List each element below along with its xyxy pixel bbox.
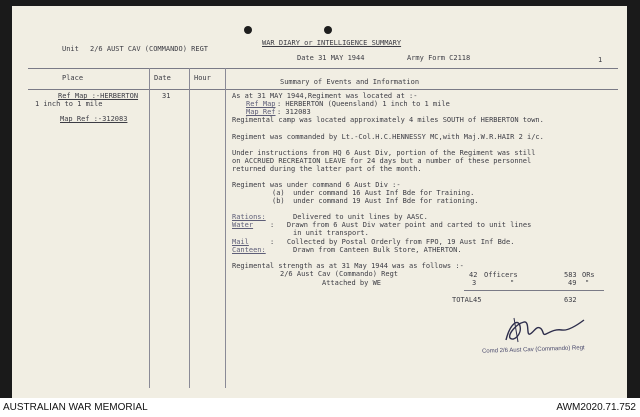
col-date: Date	[154, 74, 171, 82]
location-line: As at 31 MAY 1944,Regiment was located at :-	[232, 92, 418, 100]
place-column-divider	[149, 68, 150, 388]
total-officers: 45	[473, 296, 482, 304]
ditto-mark-officers: "	[510, 279, 515, 287]
punch-hole-right	[324, 26, 332, 34]
under-command-line: Regiment was under command 6 Aust Div :-	[232, 181, 401, 189]
col-summary: Summary of Events and Information	[280, 78, 420, 86]
map-ref-text: : 312083	[277, 108, 311, 116]
date-column-divider	[189, 68, 190, 388]
map-ref-label: Map Ref	[246, 108, 276, 116]
page-mark: 1	[598, 56, 603, 64]
canteen-text: Drawn from Canteen Bulk Store, ATHERTON.	[293, 246, 462, 254]
war-diary-page	[12, 6, 627, 398]
command-line: Regiment was commanded by Lt.-Col.H.C.HENNESSY MC,with Maj.W.R.HAIR 2 i/c.	[232, 133, 544, 141]
header-bottom-rule	[28, 89, 618, 90]
water-text-1: : Drawn from 6 Aust Div water point and carted to unit lines	[270, 221, 532, 229]
footer-catalogue-number: AWM2020.71.752	[556, 402, 636, 413]
camp-location-line: Regimental camp was located approximately 4 miles SOUTH of HERBERTON town.	[232, 116, 544, 124]
col-hour: Hour	[194, 74, 211, 82]
col-place: Place	[62, 74, 84, 82]
ors-attached: 49	[568, 279, 577, 287]
canteen-label: Canteen:	[232, 246, 266, 254]
ref-map-text: : HERBERTON (Queensland) 1 inch to 1 mile	[277, 100, 450, 108]
hour-column-divider	[225, 68, 226, 388]
date-value: 31	[162, 92, 171, 100]
archive-footer	[0, 398, 640, 417]
commander-stamp: Comd 2/6 Aust Cav (Commando) Regt	[481, 345, 585, 355]
officers-regt: 42	[469, 271, 478, 279]
leave-line-3: returned during the latter part of the month.	[232, 165, 422, 173]
total-ors: 632	[564, 296, 577, 304]
under-command-a: (a) under command 16 Aust Inf Bde for Training.	[272, 189, 475, 197]
leave-line-2: on ACCRUED RECREATION LEAVE for 24 days but a number of these personnel	[232, 157, 532, 165]
total-rule	[464, 290, 604, 291]
water-text-2: in unit transport.	[293, 229, 369, 237]
punch-hole-left	[244, 26, 252, 34]
water-label: Water	[232, 221, 254, 229]
mail-text: : Collected by Postal Orderly from FPO, 19 Aust Inf Bde.	[270, 238, 515, 246]
army-form: Army Form C2118	[407, 54, 471, 62]
ref-map-label: Ref Map	[246, 100, 276, 108]
diary-title: WAR DIARY or INTELLIGENCE SUMMARY	[262, 39, 402, 47]
place-ref-map: Ref Map :-HERBERTON	[58, 92, 139, 100]
table-top-rule	[28, 68, 618, 69]
diary-date: Date 31 MAY 1944	[297, 54, 365, 62]
under-command-b: (b) under command 19 Aust Inf Bde for rationing.	[272, 197, 479, 205]
rations-text: Delivered to unit lines by AASC.	[293, 213, 428, 221]
strength-line: Regimental strength as at 31 May 1944 was as follows :-	[232, 262, 464, 270]
mail-label: Mail	[232, 238, 249, 246]
leave-line-1: Under instructions from HQ 6 Aust Div, portion of the Regiment was still	[232, 149, 536, 157]
strength-regt: 2/6 Aust Cav (Commando) Regt	[280, 270, 399, 278]
strength-attached: Attached by WE	[322, 279, 382, 287]
officers-label: Officers	[484, 271, 518, 279]
unit-label: Unit	[62, 45, 79, 53]
ditto-mark-ors: "	[585, 279, 590, 287]
ors-label: ORs	[582, 271, 595, 279]
ors-regt: 583	[564, 271, 577, 279]
officers-attached: 3	[472, 279, 477, 287]
rations-label: Rations:	[232, 213, 266, 221]
place-map-ref: Map Ref :-312083	[60, 115, 128, 123]
unit-value: 2/6 AUST CAV (COMMANDO) REGT	[90, 45, 209, 53]
commander-signature	[500, 312, 590, 348]
total-label: TOTAL	[452, 296, 474, 304]
footer-institution: AUSTRALIAN WAR MEMORIAL	[3, 402, 148, 413]
place-scale: 1 inch to 1 mile	[35, 100, 103, 108]
